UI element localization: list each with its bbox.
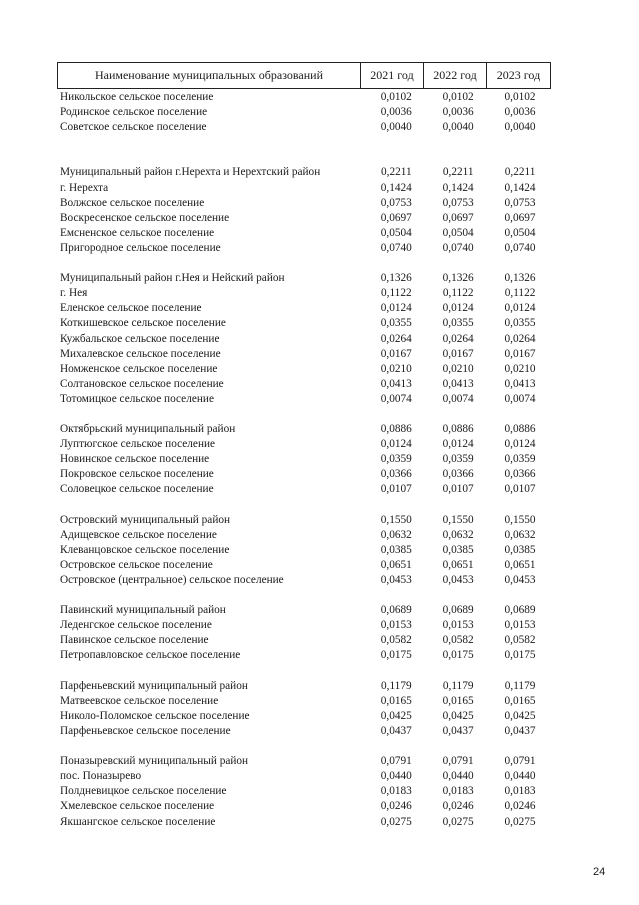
cell-2023: 0,0886 — [504, 423, 536, 436]
cell-2023: 0,0437 — [504, 724, 536, 737]
page-number: 24 — [593, 866, 606, 878]
cell-name: Адищевское сельское поселение — [60, 528, 217, 541]
cell-name: Островское сельское поселение — [60, 558, 213, 571]
row-spacer — [60, 135, 551, 150]
cell-2022: 0,0165 — [442, 694, 474, 707]
cell-2021: 0,1424 — [380, 181, 412, 194]
cell-name: Павинское сельское поселение — [60, 634, 209, 647]
cell-2021: 0,1550 — [380, 513, 412, 526]
row-spacer — [60, 664, 551, 679]
cell-name: Михалевское сельское поселение — [60, 347, 221, 360]
cell-name: Новинское сельское поселение — [60, 453, 210, 466]
cell-2021: 0,0366 — [380, 468, 412, 481]
cell-name: Номженское сельское поселение — [60, 362, 218, 375]
cell-2023: 0,0040 — [504, 121, 536, 134]
table-row — [60, 377, 551, 392]
cell-name: Хмелевское сельское поселение — [60, 800, 215, 813]
cell-name: Поназыревский муниципальный район — [60, 755, 249, 768]
cell-2022: 0,1326 — [442, 272, 474, 285]
cell-2022: 0,0425 — [442, 709, 474, 722]
cell-2022: 0,0582 — [442, 634, 474, 647]
cell-2021: 0,0453 — [380, 574, 412, 586]
cell-2023: 0,0036 — [504, 106, 536, 119]
table-row — [60, 543, 551, 558]
table-row — [60, 633, 551, 648]
cell-2021: 0,0175 — [380, 649, 412, 662]
cell-name: Леденгское сельское поселение — [60, 619, 212, 632]
cell-2023: 0,0740 — [504, 241, 536, 254]
cell-2021: 0,1122 — [380, 287, 412, 300]
header-2023: 2023 год — [496, 68, 541, 82]
cell-2021: 0,0413 — [380, 377, 412, 390]
table-row — [60, 271, 551, 286]
cell-2021: 0,1326 — [380, 272, 412, 285]
cell-2021: 0,0355 — [380, 317, 412, 330]
row-spacer — [60, 256, 551, 271]
cell-2022: 0,0437 — [442, 724, 474, 737]
cell-name: Солтановское сельское поселение — [60, 377, 224, 390]
cell-2022: 0,0183 — [442, 785, 474, 798]
header-name: Наименование муниципальных образований — [58, 63, 361, 88]
cell-2021: 0,0124 — [380, 438, 412, 451]
cell-name: Родинское сельское поселение — [60, 106, 208, 119]
cell-2022: 0,0246 — [442, 800, 474, 813]
table-row — [60, 226, 551, 241]
cell-name: Коткишевское сельское поселение — [60, 317, 226, 330]
cell-name: Петропавловское сельское поселение — [60, 649, 241, 662]
cell-2021: 0,0040 — [380, 121, 412, 134]
cell-2021: 0,0102 — [380, 91, 412, 103]
cell-2022: 0,0153 — [442, 619, 474, 632]
table-row — [60, 482, 551, 497]
cell-2022: 0,0453 — [442, 574, 474, 586]
row-spacer — [60, 407, 551, 422]
cell-2022: 0,0074 — [442, 392, 474, 405]
cell-name: Островское (центральное) сельское поселение — [60, 574, 284, 586]
cell-2022: 0,0385 — [442, 543, 474, 556]
cell-2023: 0,0753 — [504, 196, 536, 209]
table-row — [60, 105, 551, 120]
table-row — [60, 558, 551, 573]
cell-2021: 0,0886 — [380, 423, 412, 436]
cell-2022: 0,0632 — [442, 528, 474, 541]
cell-2023: 0,0264 — [504, 332, 536, 345]
cell-2023: 0,0275 — [504, 815, 536, 828]
table-row — [60, 467, 551, 482]
cell-2022: 0,0264 — [442, 332, 474, 345]
cell-2021: 0,1179 — [380, 679, 412, 692]
cell-2023: 0,1179 — [504, 679, 536, 692]
cell-2022: 0,0440 — [442, 770, 474, 783]
cell-2022: 0,0359 — [442, 453, 474, 466]
cell-2021: 0,0359 — [380, 453, 412, 466]
table-row — [60, 769, 551, 784]
table-row — [60, 181, 551, 196]
table-row — [60, 573, 551, 588]
table-row — [60, 437, 551, 452]
cell-2022: 0,0124 — [442, 302, 474, 315]
row-spacer — [60, 588, 551, 603]
cell-2021: 0,0753 — [380, 196, 412, 209]
cell-2023: 0,0791 — [504, 755, 536, 768]
cell-name: Матвеевское сельское поселение — [60, 694, 219, 707]
row-spacer — [60, 498, 551, 513]
cell-2023: 0,0124 — [504, 302, 536, 315]
cell-2022: 0,0791 — [442, 755, 474, 768]
cell-2023: 0,0689 — [504, 604, 536, 617]
cell-2023: 0,0425 — [504, 709, 536, 722]
row-spacer — [60, 739, 551, 754]
cell-2021: 0,0153 — [380, 619, 412, 632]
cell-2023: 0,0210 — [504, 362, 536, 375]
cell-2021: 0,0582 — [380, 634, 412, 647]
cell-2023: 0,0504 — [504, 226, 536, 239]
cell-2021: 0,2211 — [380, 166, 412, 179]
cell-2021: 0,0107 — [380, 483, 412, 496]
table-header — [57, 62, 551, 89]
cell-2021: 0,0167 — [380, 347, 412, 360]
cell-2023: 0,0355 — [504, 317, 536, 330]
cell-2022: 0,2211 — [442, 166, 474, 179]
cell-2021: 0,0264 — [380, 332, 412, 345]
cell-name: Кужбальское сельское поселение — [60, 332, 220, 345]
table-row — [60, 392, 551, 407]
header-2022: 2022 год — [424, 63, 487, 88]
cell-2021: 0,0210 — [380, 362, 412, 375]
cell-2022: 0,0124 — [442, 438, 474, 451]
cell-2021: 0,0689 — [380, 604, 412, 617]
table-row — [60, 618, 551, 633]
cell-name: Парфеньевское сельское поселение — [60, 724, 231, 737]
cell-name: Воскресенское сельское поселение — [60, 211, 230, 224]
cell-2023: 0,0440 — [504, 770, 536, 783]
table-row — [60, 165, 551, 180]
cell-2022: 0,0036 — [442, 106, 474, 119]
cell-name: Якшангское сельское поселение — [60, 815, 216, 828]
table-row — [60, 120, 551, 135]
cell-2022: 0,0886 — [442, 423, 474, 436]
cell-2022: 0,0355 — [442, 317, 474, 330]
cell-name: г. Нея — [60, 287, 88, 300]
cell-2021: 0,0165 — [380, 694, 412, 707]
table-row — [60, 452, 551, 467]
cell-2023: 0,1424 — [504, 181, 536, 194]
cell-name: Еленское сельское поселение — [60, 302, 202, 315]
table-row — [60, 362, 551, 377]
table-row — [60, 754, 551, 769]
table-row — [60, 799, 551, 814]
cell-name: Муниципальный район г.Нерехта и Нерехтский район — [60, 166, 321, 179]
cell-2021: 0,0632 — [380, 528, 412, 541]
cell-2022: 0,0102 — [442, 91, 474, 103]
cell-2023: 0,0385 — [504, 543, 536, 556]
cell-2022: 0,1550 — [442, 513, 474, 526]
cell-name: Павинский муниципальный район — [60, 604, 226, 617]
cell-2023: 0,0165 — [504, 694, 536, 707]
cell-2021: 0,0036 — [380, 106, 412, 119]
cell-2022: 0,0107 — [442, 483, 474, 496]
cell-2023: 0,0167 — [504, 347, 536, 360]
cell-2023: 0,0102 — [504, 91, 536, 103]
table-row — [60, 241, 551, 256]
table-row — [60, 784, 551, 799]
cell-2021: 0,0124 — [380, 302, 412, 315]
cell-2023: 0,0582 — [504, 634, 536, 647]
cell-2022: 0,0689 — [442, 604, 474, 617]
cell-2021: 0,0275 — [380, 815, 412, 828]
header-2021: 2021 год — [361, 63, 424, 88]
cell-name: Парфеньевский муниципальный район — [60, 679, 248, 692]
cell-2021: 0,0425 — [380, 709, 412, 722]
cell-name: г. Нерехта — [60, 181, 109, 194]
cell-2022: 0,0740 — [442, 241, 474, 254]
cell-2021: 0,0697 — [380, 211, 412, 224]
table-row — [60, 528, 551, 543]
cell-name: пос. Поназырево — [60, 770, 142, 783]
cell-2023: 0,0359 — [504, 453, 536, 466]
cell-name: Покровское сельское поселение — [60, 468, 214, 481]
cell-name: Волжское сельское поселение — [60, 196, 205, 209]
table-row — [60, 347, 551, 362]
cell-2023: 0,0107 — [504, 483, 536, 496]
cell-2022: 0,0413 — [442, 377, 474, 390]
table-row — [60, 603, 551, 618]
row-spacer — [60, 150, 551, 165]
table-row — [60, 513, 551, 528]
cell-2023: 0,0175 — [504, 649, 536, 662]
cell-2021: 0,0385 — [380, 543, 412, 556]
cell-2021: 0,0440 — [380, 770, 412, 783]
cell-2023: 0,0153 — [504, 619, 536, 632]
cell-name: Советское сельское поселение — [60, 121, 207, 134]
cell-name: Полдневицкое сельское поселение — [60, 785, 227, 798]
cell-2021: 0,0740 — [380, 241, 412, 254]
table-row — [60, 286, 551, 301]
table-row — [60, 815, 551, 830]
table-row — [60, 196, 551, 211]
cell-2023: 0,0183 — [504, 785, 536, 798]
cell-name: Емсненское сельское поселение — [60, 226, 215, 239]
table-row — [60, 90, 551, 105]
cell-name: Николо-Поломское сельское поселение — [60, 709, 250, 722]
cell-2022: 0,1424 — [442, 181, 474, 194]
table-body — [60, 90, 551, 830]
table-row — [60, 724, 551, 739]
cell-2022: 0,0753 — [442, 196, 474, 209]
cell-2021: 0,0074 — [380, 392, 412, 405]
cell-2022: 0,0040 — [442, 121, 474, 134]
cell-name: Тотомицкое сельское поселение — [60, 392, 214, 405]
cell-name: Муниципальный район г.Нея и Нейский район — [60, 272, 285, 285]
cell-2022: 0,0275 — [442, 815, 474, 828]
cell-name: Пригородное сельское поселение — [60, 241, 221, 254]
cell-2023: 0,0246 — [504, 800, 536, 813]
cell-2021: 0,0183 — [380, 785, 412, 798]
table-row — [60, 648, 551, 663]
cell-2023: 0,2211 — [504, 166, 536, 179]
cell-name: Клеванцовское сельское поселение — [60, 543, 230, 556]
table-row — [60, 694, 551, 709]
cell-2022: 0,0504 — [442, 226, 474, 239]
table-row — [60, 301, 551, 316]
table-row — [60, 211, 551, 226]
cell-2022: 0,0366 — [442, 468, 474, 481]
cell-2023: 0,1550 — [504, 513, 536, 526]
cell-2023: 0,0124 — [504, 438, 536, 451]
cell-2023: 0,1122 — [504, 287, 536, 300]
cell-2021: 0,0651 — [380, 558, 412, 571]
cell-2023: 0,0453 — [504, 574, 536, 586]
cell-2021: 0,0246 — [380, 800, 412, 813]
table-row — [60, 316, 551, 331]
cell-2022: 0,0210 — [442, 362, 474, 375]
cell-2022: 0,1122 — [442, 287, 474, 300]
cell-2023: 0,0413 — [504, 377, 536, 390]
cell-2022: 0,1179 — [442, 679, 474, 692]
cell-2022: 0,0175 — [442, 649, 474, 662]
cell-name: Соловецкое сельское поселение — [60, 483, 214, 496]
cell-2023: 0,0632 — [504, 528, 536, 541]
cell-name: Никольское сельское поселение — [60, 91, 214, 103]
cell-2021: 0,0791 — [380, 755, 412, 768]
cell-2023: 0,0366 — [504, 468, 536, 481]
cell-name: Луптюгское сельское поселение — [60, 438, 216, 451]
cell-name: Островский муниципальный район — [60, 513, 231, 526]
cell-2023: 0,1326 — [504, 272, 536, 285]
table-row — [60, 332, 551, 347]
cell-2023: 0,0074 — [504, 392, 536, 405]
cell-2022: 0,0651 — [442, 558, 474, 571]
cell-2022: 0,0697 — [442, 211, 474, 224]
cell-2022: 0,0167 — [442, 347, 474, 360]
cell-2021: 0,0437 — [380, 724, 412, 737]
cell-2023: 0,0651 — [504, 558, 536, 571]
table-row — [60, 422, 551, 437]
cell-name: Октябрьский муниципальный район — [60, 423, 236, 436]
table-row — [60, 679, 551, 694]
table-row — [60, 709, 551, 724]
cell-2023: 0,0697 — [504, 211, 536, 224]
cell-2021: 0,0504 — [380, 226, 412, 239]
